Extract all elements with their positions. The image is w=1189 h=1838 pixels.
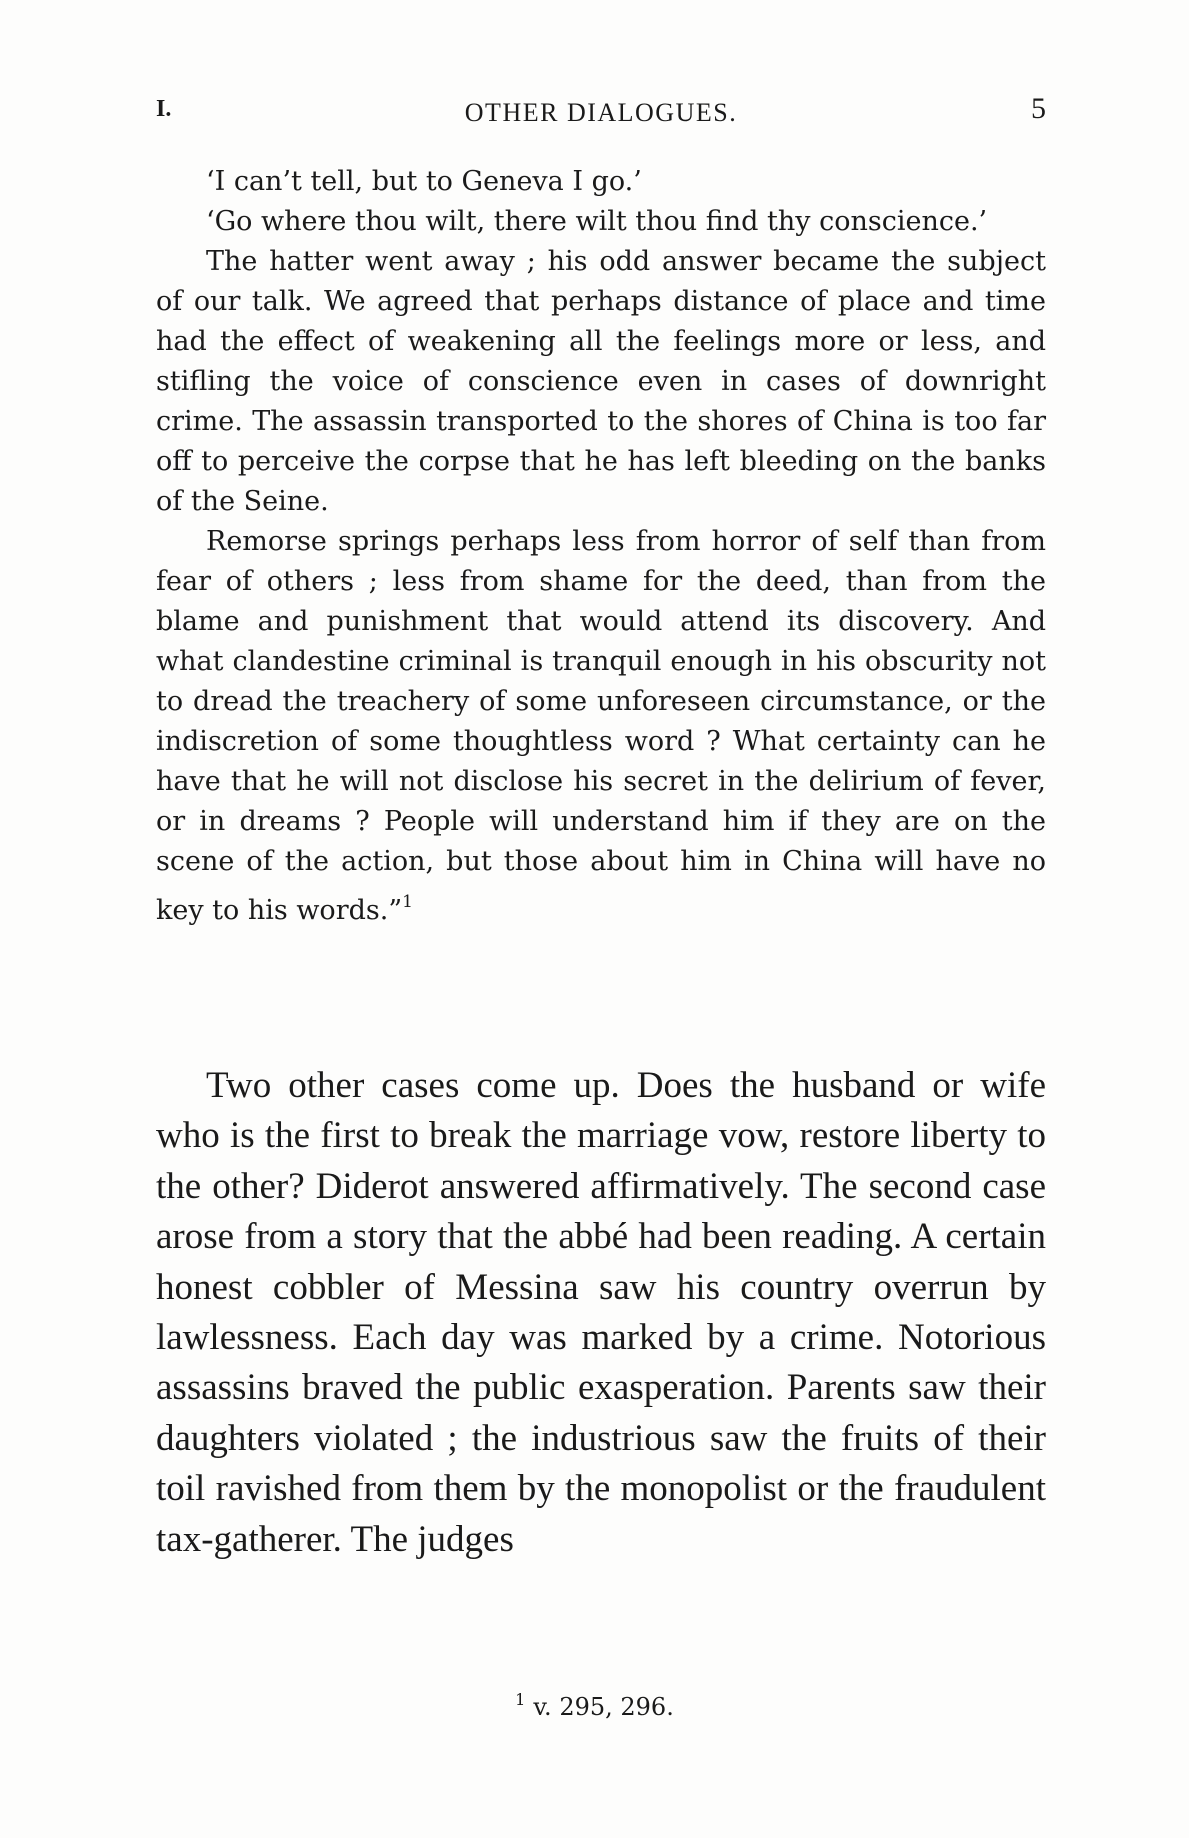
quote-paragraph: ‘Go where thou wilt, there wilt thou find thy conscience.’ bbox=[206, 206, 988, 237]
quoted-passage bbox=[156, 162, 1046, 931]
page-number: 5 bbox=[1031, 92, 1046, 125]
footnote-reference: 1 bbox=[402, 892, 413, 912]
main-text bbox=[156, 1061, 1046, 1565]
quote-paragraph: ‘I can’t tell, but to Geneva I go.’ bbox=[206, 166, 642, 197]
chapter-number: I. bbox=[156, 96, 172, 122]
footnote bbox=[0, 1690, 1189, 1721]
quote-paragraph-last bbox=[156, 522, 1046, 931]
running-title: OTHER DIALOGUES. bbox=[464, 98, 738, 127]
body-paragraph: Two other cases come up. Does the husband or wife who is the first to break the marriage vow, restore liberty to the other? Diderot answered affirmatively. The second case arose from a story that the abbé had been reading. A certain honest cobbler of Messina saw his country overrun by lawlessness. Each day was marked by a crime. Notorious assassins braved the public exasperation. Parents saw their daughters violated ; the industrious saw the fruits of their toil ravished from them by the monopolist or the fraudulent tax-gatherer. The judges bbox=[156, 1065, 1046, 1560]
footnote-marker: 1 bbox=[515, 1690, 526, 1709]
footnote-text: v. 295, 296. bbox=[533, 1693, 674, 1721]
quote-paragraph: The hatter went away ; his odd answer became the subject of our talk. We agreed that perhaps distance of place and time had the effect of weakening all the feelings more or less, and stifling the voice of conscience even in cases of downright crime. The assassin transported to the shores of China is too far off to perceive the corpse that he has left bleeding on the banks of the Seine. bbox=[156, 246, 1046, 517]
running-header bbox=[156, 92, 1046, 132]
quote-paragraph-text: Remorse springs perhaps less from horror of self than from fear of others ; less from shame for the deed, than from the blame and punishment that would attend its discovery. And what clandestine criminal is tranquil enough in his obscurity not to dread the treachery of some unforeseen circumstance, or the indiscretion of some thoughtless word ? What certainty can he have that he will not disclose his secret in the delirium of fever, or in dreams ? People will understand him if they are on the scene of the action, but those about him in China will have no key to his words.” bbox=[156, 526, 1046, 926]
